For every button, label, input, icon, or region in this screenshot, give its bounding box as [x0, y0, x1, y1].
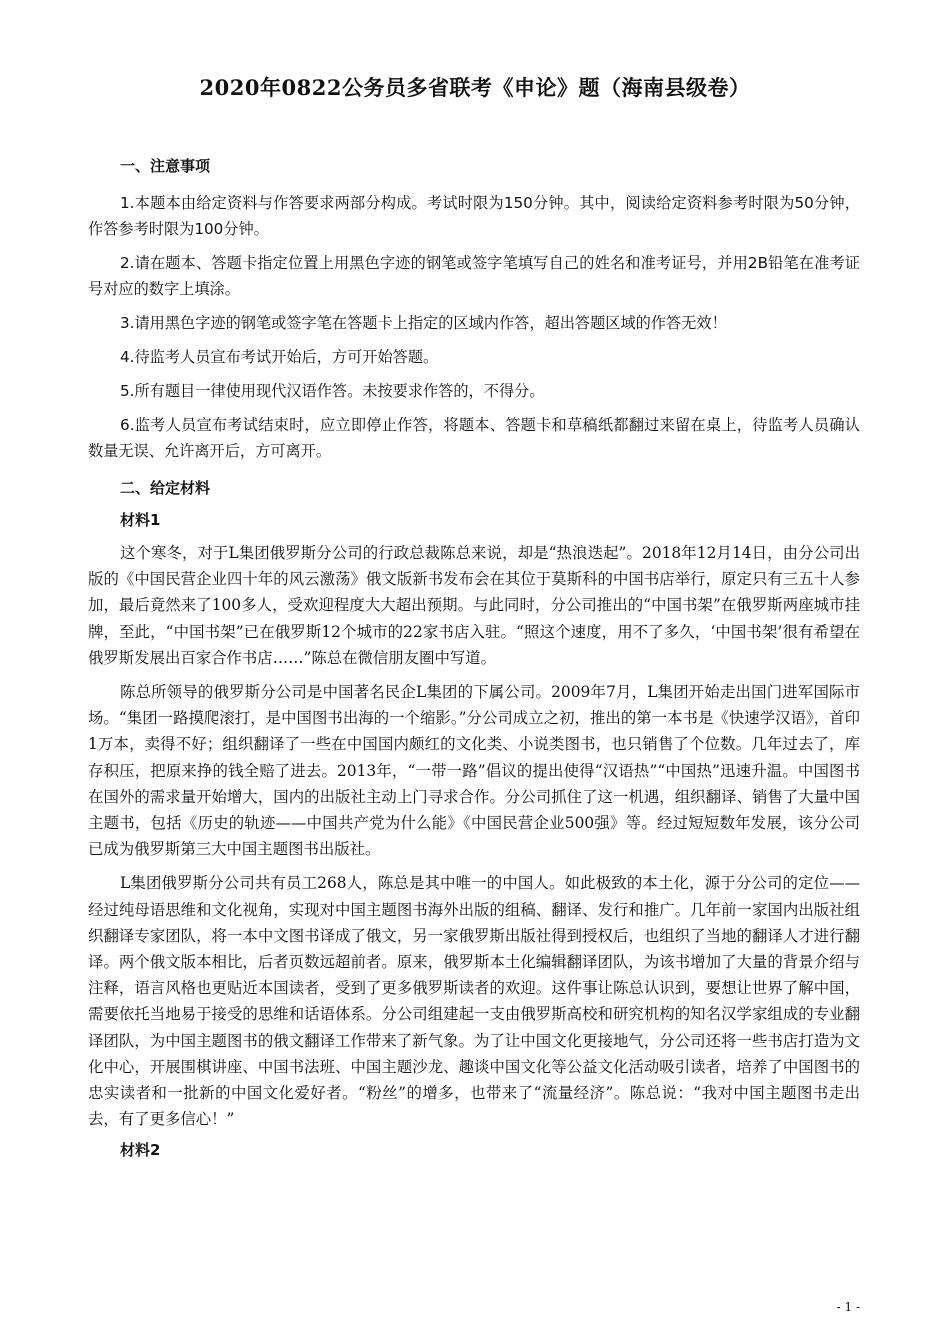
material-1-heading: 材料1 [120, 511, 161, 529]
page-number: - 1 - [836, 1300, 860, 1314]
material-2-heading: 材料2 [120, 1141, 161, 1160]
material-paragraph: 陈总所领导的俄罗斯分公司是中国著名民企L集团的下属公司。2009年7月，L集团开始走出国门进军国际市场。“集团一路摸爬滚打，是中国图书出海的一个缩影。”分公司成立之初，推出的第一本书是《快速学汉语》，首印1万本，卖得不好；组织翻译了一些在中国国内颇红的文化类、小说类图书，也只销售了个位数。几年过去了，库存积压，把原来挣的钱全赔了进去。2013年，“一带一路”倡议的提出使得“汉语热”“中国热”迅速升温。中国图书在国外的需求量开始增大，国内的出版社主动上门寻求合作。分公司抓住了这一机遇，组织翻译、销售了大量中国主题书，包括《历史的轨迹——中国共产党为什么能》《中国民营企业500强》等。经过短短数年发展，该分公司已成为俄罗斯第三大中国主题图书出版社。 [88, 683, 860, 859]
material-paragraph: 这个寒冬，对于L集团俄罗斯分公司的行政总裁陈总来说，却是“热浪迭起”。2018年12月14日，由分公司出版的《中国民营企业四十年的风云激荡》俄文版新书发布会在其位于莫斯科的中国书店举行，原定只有三五十人参加，最后竟然来了100多人，受欢迎程度大大超出预期。与此同时，分公司推出的“中国书架”在俄罗斯两座城市挂牌，至此，“中国书架”已在俄罗斯12个城市的22家书店入驻。“照这个速度，用不了多久，‘中国书架’很有希望在俄罗斯发展出百家合作书店……”陈总在微信朋友圈中写道。 [88, 544, 860, 667]
notice-item: 3.请用黑色字迹的钢笔或签字笔在答题卡上指定的区域内作答，超出答题区域的作答无效！ [120, 314, 727, 332]
document-title: 2020年0822公务员多省联考《申论》题（海南县级卷） [199, 75, 751, 100]
section-heading-materials: 二、给定材料 [120, 479, 211, 497]
document-body [88, 150, 860, 1160]
notice-item: 4.待监考人员宣布考试开始后，方可开始答题。 [120, 348, 439, 366]
notice-item: 2.请在题本、答题卡指定位置上用黑色字迹的钢笔或签字笔填写自己的姓名和准考证号，并用2B铅笔在准考证号对应的数字上填涂。 [88, 254, 860, 298]
notice-item: 5.所有题目一律使用现代汉语作答。未按要求作答的，不得分。 [120, 382, 545, 400]
notice-item: 6.监考人员宣布考试结束时，应立即停止作答，将题本、答题卡和草稿纸都翻过来留在桌上，待监考人员确认数量无误、允许离开后，方可离开。 [88, 416, 860, 460]
section-heading-notes: 一、注意事项 [120, 157, 211, 175]
notice-item: 1.本题本由给定资料与作答要求两部分构成。考试时限为150分钟。其中，阅读给定资料参考时限为50分钟，作答参考时限为100分钟。 [88, 194, 860, 238]
material-paragraph: L集团俄罗斯分公司共有员工268人，陈总是其中唯一的中国人。如此极致的本土化，源于分公司的定位——经过纯母语思维和文化视角，实现对中国主题图书海外出版的组稿、翻译、发行和推广。几年前一家国内出版社组织翻译专家团队，将一本中文图书译成了俄文，另一家俄罗斯出版社得到授权后，也组织了当地的翻译人才进行翻译。两个俄文版本相比，后者页数远超前者。原来，俄罗斯本土化编辑翻译团队，为该书增加了大量的背景介绍与注释，语言风格也更贴近本国读者，受到了更多俄罗斯读者的欢迎。这件事让陈总认识到，要想让世界了解中国，需要依托当地易于接受的思维和话语体系。分公司组建起一支由俄罗斯高校和研究机构的知名汉学家组成的专业翻译团队，为中国主题图书的俄文翻译工作带来了新气象。为了让中国文化更接地气，分公司还将一些书店打造为文化中心，开展围棋讲座、中国书法班、中国主题沙龙、趣谈中国文化等公益文化活动吸引读者，培养了中国图书的忠实读者和一批新的中国文化爱好者。“粉丝”的增多，也带来了“流量经济”。陈总说：“我对中国主题图书走出去，有了更多信心！” [88, 874, 860, 1129]
